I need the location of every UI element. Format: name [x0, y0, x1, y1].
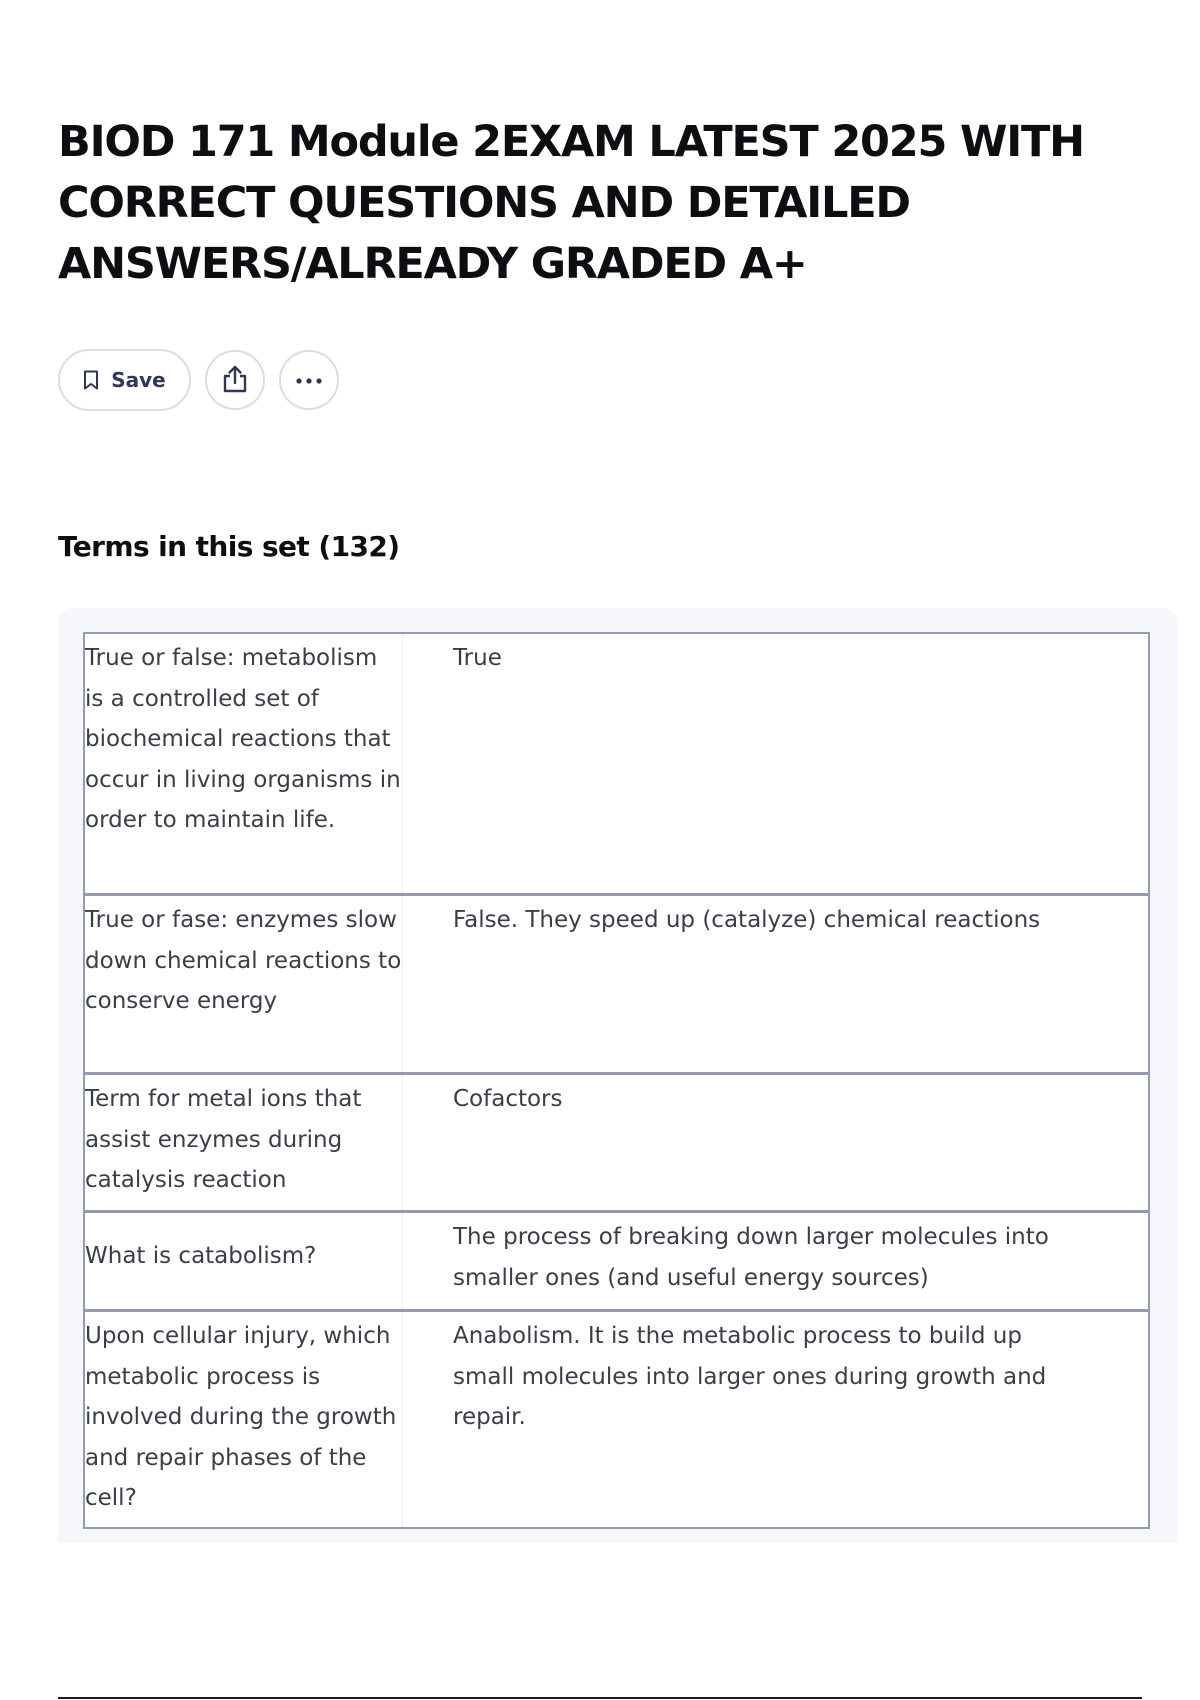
term-row	[85, 1072, 1148, 1210]
terms-table	[83, 632, 1150, 1529]
more-options-icon	[295, 373, 323, 388]
definition-text: Cofactors	[453, 1086, 563, 1112]
share-button[interactable]	[205, 350, 265, 410]
definition-text: The process of breaking down larger molecules into smaller ones (and useful energy sources)	[453, 1224, 1049, 1291]
term-row	[85, 634, 1148, 893]
terms-card	[58, 608, 1178, 1543]
more-options-button[interactable]	[279, 350, 339, 410]
definition-text: Anabolism. It is the metabolic process to build up small molecules into larger ones during growth and repair.	[453, 1323, 1047, 1430]
term-text: What is catabolism?	[85, 1213, 403, 1309]
save-button[interactable]	[58, 349, 191, 411]
term-row	[85, 1210, 1148, 1309]
term-text: True or fase: enzymes slow down chemical reactions to conserve energy	[85, 896, 403, 1072]
share-icon	[221, 364, 249, 397]
bottom-divider	[58, 1697, 1142, 1699]
action-bar	[58, 349, 339, 411]
term-text: Term for metal ions that assist enzymes during catalysis reaction	[85, 1075, 403, 1210]
page-title: BIOD 171 Module 2EXAM LATEST 2025 WITH CORRECT QUESTIONS AND DETAILED ANSWERS/ALREADY GRADED A+	[58, 117, 1084, 289]
definition-text: False. They speed up (catalyze) chemical reactions	[453, 907, 1041, 933]
term-row	[85, 1309, 1148, 1527]
terms-heading: Terms in this set (132)	[58, 530, 400, 563]
term-row	[85, 893, 1148, 1072]
save-label: Save	[111, 368, 166, 392]
term-text: True or false: metabolism is a controlled set of biochemical reactions that occur in living organisms in order to maintain life.	[85, 634, 403, 893]
term-text: Upon cellular injury, which metabolic process is involved during the growth and repair phases of the cell?	[85, 1312, 403, 1527]
definition-text: True	[453, 645, 502, 671]
bookmark-icon	[83, 370, 99, 390]
